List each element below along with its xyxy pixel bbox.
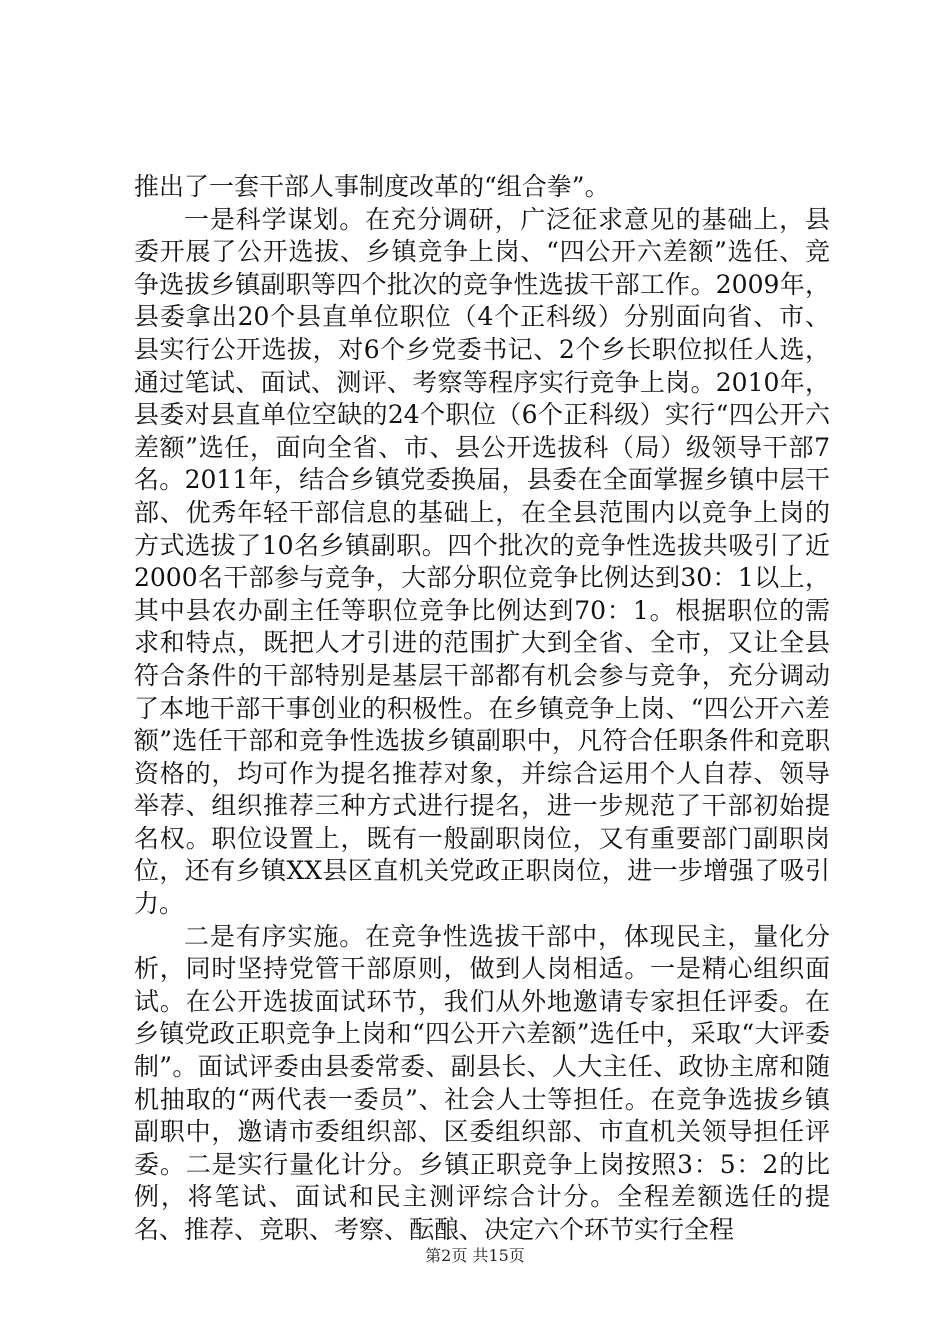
page-footer: 第2页 共15页 [425,1246,525,1265]
paragraph-1: 推出了一套干部人事制度改革的“组合拳”。 [134,172,610,201]
body-text [134,171,830,1247]
paragraph-2: 一是科学谋划。在充分调研，广泛征求意见的基础上，县委开展了公开选拔、乡镇竞争上岗、“四公开六差额”选任、竞争选拔乡镇副职等四个批次的竞争性选拔干部工作。2009年，县委拿出20个县直单位职位（4个正科级）分别面向省、市、县实行公开选拔，对6个乡党委书记、2个乡长职位拟任人选，通过笔试、面试、测评、考察等程序实行竞争上岗。2010年，县委对县直单位空缺的24个职位（6个正科级）实行“四公开六差额”选任，面向全省、市、县公开选拔科（局）级领导干部7名。2011年，结合乡镇党委换届，县委在全面掌握乡镇中层干部、优秀年轻干部信息的基础上，在全县范围内以竞争上岗的方式选拔了10名乡镇副职。四个批次的竞争性选拔共吸引了近2000名干部参与竞争，大部分职位竞争比例达到30：1以上，其中县农办副主任等职位竞争比例达到70：1。根据职位的需求和特点，既把人才引进的范围扩大到全省、全市，又让全县符合条件的干部特别是基层干部都有机会参与竞争，充分调动了本地干部干事创业的积极性。在乡镇竞争上岗、“四公开六差额”选任干部和竞争性选拔乡镇副职中，凡符合任职条件和竞职资格的，均可作为提名推荐对象，并综合运用个人自荐、领导举荐、组织推荐三种方式进行提名，进一步规范了干部初始提名权。职位设置上，既有一般副职岗位，又有重要部门副职岗位，还有乡镇XX县区直机关党政正职岗位，进一步增强了吸引力。 [134,204,830,919]
paragraph-3: 二是有序实施。在竞争性选拔干部中，体现民主，量化分析，同时坚持党管干部原则，做到人岗相适。一是精心组织面试。在公开选拔面试环节，我们从外地邀请专家担任评委。在乡镇党政正职竞争上岗和“四公开六差额”选任中，采取“大评委制”。面试评委由县委常委、副县长、人大主任、政协主席和随机抽取的“两代表一委员”、社会人士等担任。在竞争选拔乡镇副职中，邀请市委组织部、区委组织部、市直机关领导担任评委。二是实行量化计分。乡镇正职竞争上岗按照3：5：2的比例，将笔试、面试和民主测评综合计分。全程差额选任的提名、推荐、竞职、考察、酝酿、决定六个环节实行全程 [134,921,830,1244]
